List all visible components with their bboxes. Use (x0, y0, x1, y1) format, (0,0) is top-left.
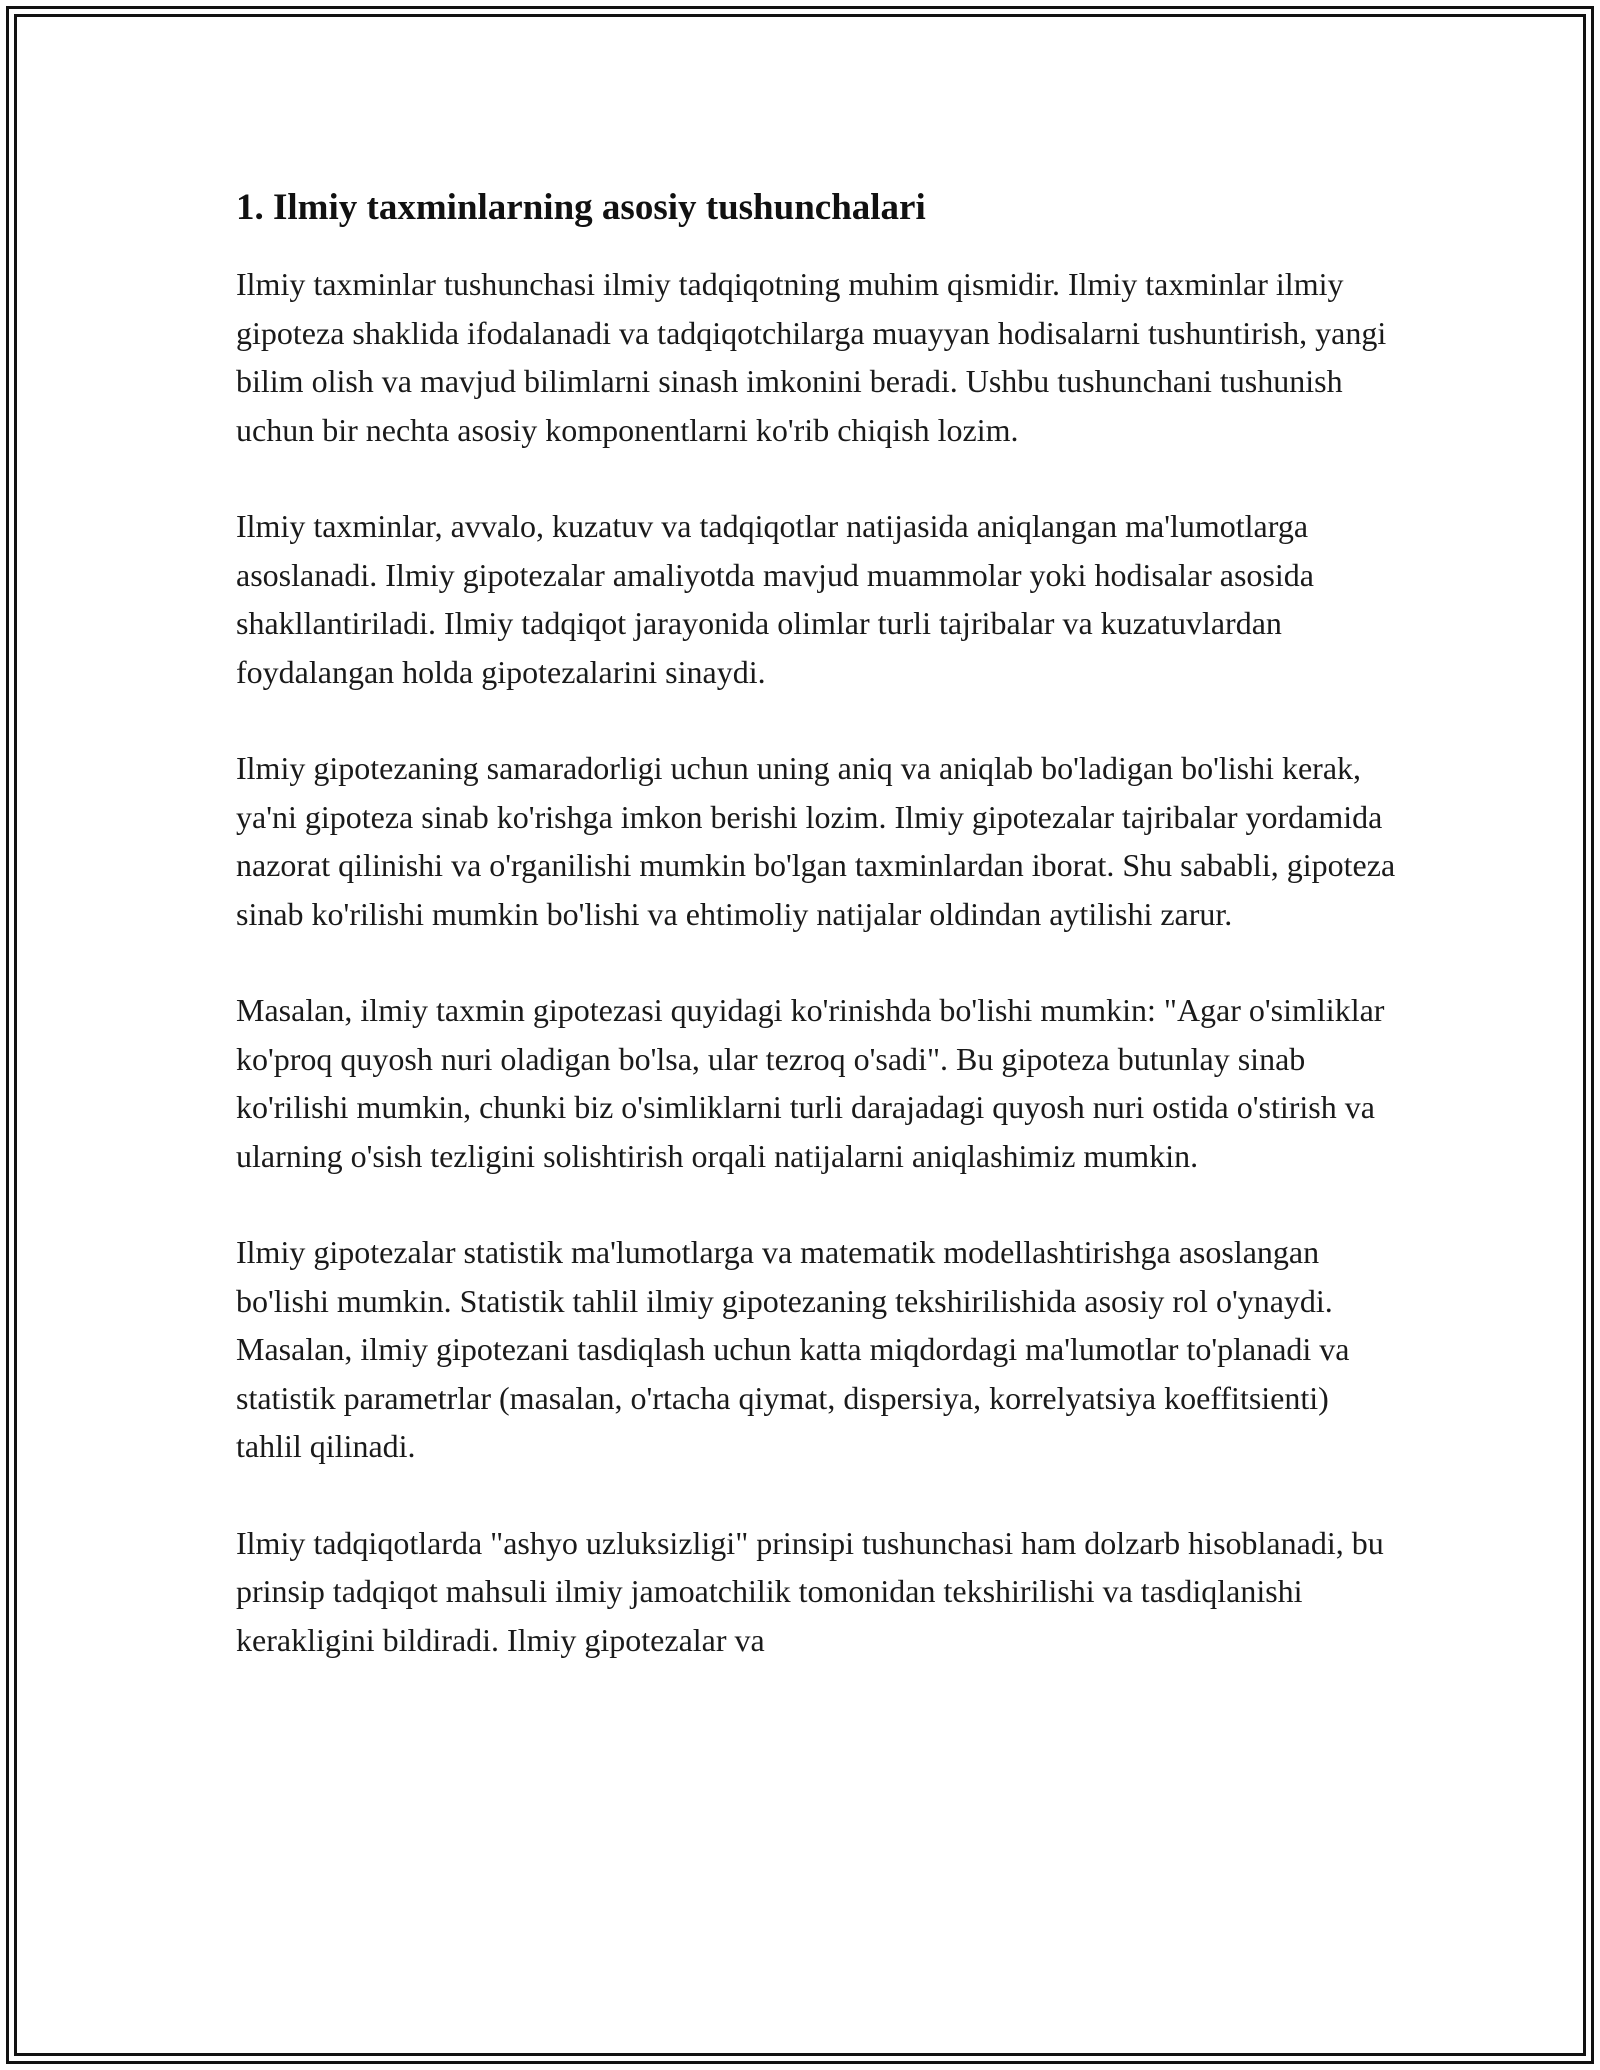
paragraph-1: Ilmiy taxminlar tushunchasi ilmiy tadqiqotning muhim qismidir. Ilmiy taxminlar ilmiy gipoteza shaklida ifodalanadi va tadqiqotchilarga muayyan hodisalarni tushuntirish, yangi bilim olish va mavjud bilimlarni sinash imkonini beradi. Ushbu tushunchani tushunish uchun bir nechta asosiy komponentlarni ko'rib chiqish lozim. (236, 266, 1387, 448)
paragraph-4: Masalan, ilmiy taxmin gipotezasi quyidagi ko'rinishda bo'lishi mumkin: "Agar o'simliklar ko'proq quyosh nuri oladigan bo'lsa, ular tezroq o'sadi". Bu gipoteza butunlay sinab ko'rilishi mumkin, chunki biz o'simliklarni turli darajadagi quyosh nuri ostida o'stirish va ularning o'sish tezligini solishtirish orqali natijalarni aniqlashimiz mumkin. (236, 992, 1385, 1174)
document-body (236, 186, 1396, 1712)
paragraph-3: Ilmiy gipotezaning samaradorligi uchun uning aniq va aniqlab bo'ladigan bo'lishi kerak, ya'ni gipoteza sinab ko'rishga imkon berishi lozim. Ilmiy gipotezalar tajribalar yordamida nazorat qilinishi va o'rganilishi mumkin bo'lgan taxminlardan iborat. Shu sababli, gipoteza sinab ko'rilishi mumkin bo'lishi va ehtimoliy natijalar oldindan aytilishi zarur. (236, 750, 1396, 932)
section-heading: 1. Ilmiy taxminlarning asosiy tushunchalari (236, 187, 926, 228)
paragraph-2: Ilmiy taxminlar, avvalo, kuzatuv va tadqiqotlar natijasida aniqlangan ma'lumotlarga asoslanadi. Ilmiy gipotezalar amaliyotda mavjud muammolar yoki hodisalar asosida shakllantiriladi. Ilmiy tadqiqot jarayonida olimlar turli tajribalar va kuzatuvlardan foydalangan holda gipotezalarini sinaydi. (236, 508, 1314, 690)
paragraph-5: Ilmiy gipotezalar statistik ma'lumotlarga va matematik modellashtirishga asoslangan bo'lishi mumkin. Statistik tahlil ilmiy gipotezaning tekshirilishida asosiy rol o'ynaydi. Masalan, ilmiy gipotezani tasdiqlash uchun katta miqdordagi ma'lumotlar to'planadi va statistik parametrlar (masalan, o'rtacha qiymat, dispersiya, korrelyatsiya koeffitsienti) tahlil qilinadi. (236, 1234, 1350, 1464)
paragraph-6: Ilmiy tadqiqotlarda "ashyo uzluksizligi" prinsipi tushunchasi ham dolzarb hisoblanadi, bu prinsip tadqiqot mahsuli ilmiy jamoatchilik tomonidan tekshirilishi va tasdiqlanishi kerakligini bildiradi. Ilmiy gipotezalar va (236, 1524, 1384, 1658)
